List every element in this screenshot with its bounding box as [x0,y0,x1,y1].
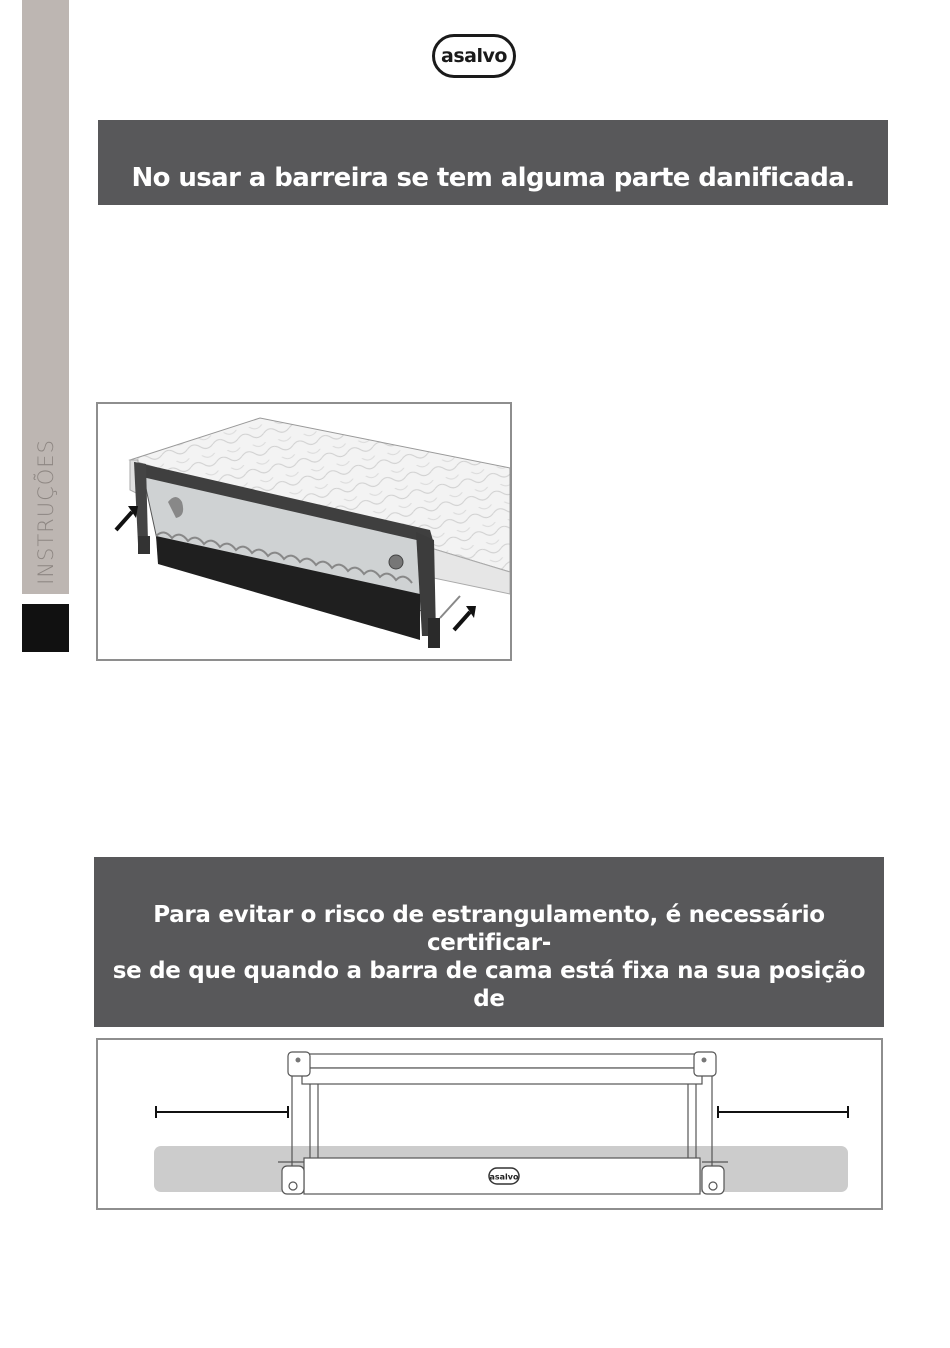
arrow-left-icon [116,506,138,530]
bed-rail-illustration [98,404,510,659]
sidebar-page-marker [22,604,69,652]
rail-logo-text: asalvo [489,1172,519,1182]
warning-damaged-text: No usar a barreira se tem alguma parte danificada. [131,163,855,193]
warning-strangulation-line2: se de que quando a barra de cama está fixa na sua posição de [112,958,866,1012]
brand-logo [432,34,516,78]
gap-measure-right [718,1106,848,1118]
brand-logo-text: asalvo [441,45,507,67]
figure-bed-rail-gap [96,1038,883,1210]
figure-bed-rail-installation [96,402,512,661]
sidebar-section-label: INSTRUÇÕES [34,439,58,585]
warning-banner-strangulation [94,857,884,1027]
warning-banner-damaged [98,120,888,205]
gap-measure-left [156,1106,288,1118]
arrow-right-icon [454,606,476,630]
warning-strangulation-line1: Para evitar o risco de estrangulamento, é necessário certificar- [153,902,825,956]
bed-rail-front-illustration [98,1040,881,1208]
